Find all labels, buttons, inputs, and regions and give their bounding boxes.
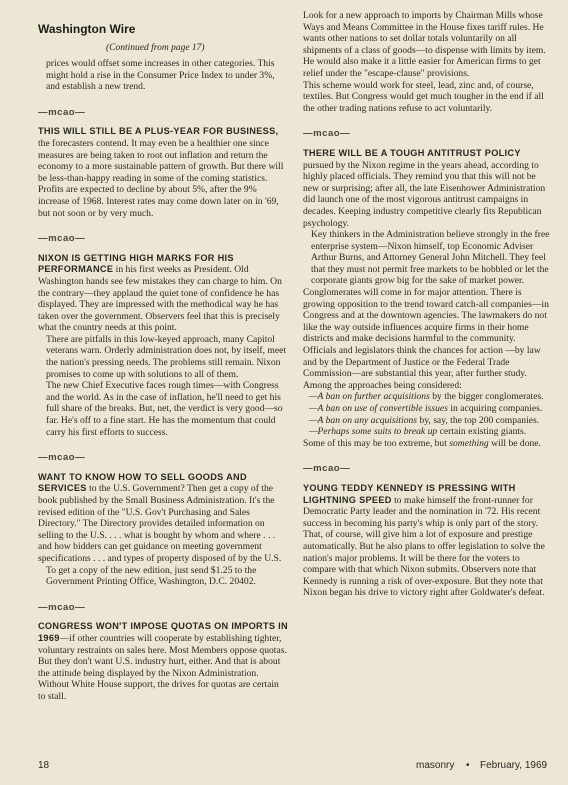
continued-paragraph: prices would offset some increases in other categories. This might hold a rise in the Consumer Price Index to under 3%, and establish a new trend. xyxy=(46,58,275,93)
page-number: 18 xyxy=(38,760,50,771)
right-column xyxy=(303,10,553,599)
headline-sell-goods: WANT TO KNOW HOW TO SELL GOODS AND SERVICES xyxy=(38,471,247,494)
list-item: —A ban on further acquisitions by the bigger conglomerates. xyxy=(309,391,544,403)
footer-bullet: • xyxy=(466,760,470,771)
paragraph: Officials and legislators think the chances for action —by law and by the Department of Justice or the Federal Trade Commission—are substantial this year, after further study. xyxy=(303,345,541,380)
headline-business: THIS WILL STILL BE A PLUS-YEAR FOR BUSINESS, xyxy=(38,126,279,137)
paragraph: Some of this may be too extreme, but something will be done. xyxy=(303,437,541,449)
footer-date: February, 1969 xyxy=(480,760,548,771)
article-business: THIS WILL STILL BE A PLUS-YEAR FOR BUSINESS, the forecasters contend. It may even be a healthier one since measures are being taken to root out inflation and return the economy to a more sustainable pattern of growth. But there will be less-than-happy reading in some of the coming statistics. Profits are expected to decline by about 5%, after the 9% increase of 1968. Interest rates may come down later on in '69, but not soon or by very much. xyxy=(38,126,284,219)
paragraph: This scheme would work for steel, lead, zinc and, of course, textiles. But Congress would get much tougher in the end if all the other trading nations refuse to act voluntarily. xyxy=(303,79,544,114)
divider-logo: —mcao— xyxy=(38,452,86,464)
paragraph: Look for a new approach to imports by Chairman Mills whose Ways and Means Committee in the House fixes tariff rules. He wants other nations to set dollar totals voluntarily on all shipments of a class of goods—to dispense with limits by item. He would also make it a little easier for American firms to get relief under the "escape-clause" provisions. xyxy=(303,10,546,79)
paragraph: Among the approaches being considered: xyxy=(303,379,462,391)
divider-logo: —mcao— xyxy=(38,233,86,245)
article-quotas: CONGRESS WON'T IMPOSE QUOTAS ON IMPORTS IN 1969—if other countries will cooperate by establishing tighter, voluntary restraints on sales here. Most Members oppose quotas. But they don't want U.S. industry hurt, either. And that is about the attitude being displayed by the Nixon Administration. Without White House support, the drives for quotas are certain to stall. xyxy=(38,621,288,702)
left-column xyxy=(38,58,288,703)
article-nixon: NIXON IS GETTING HIGH MARKS FOR HIS PERFORMANCE in his first weeks as President. Old Washington hands see few mistakes they can charge to him. On the contrary—they applaud the quiet tone of confidence he has displayed. They are impressed with the methodical way he has taken over the government. Observers feel that this is precisely what the country needs at this point. xyxy=(38,252,282,334)
paragraph: Key thinkers in the Administration believe strongly in the free enterprise system—Nixon himself, top Economic Adviser Arthur Burns, and Attorney General John Mitchell. They feel that they must not permit free markets to be hobbled or let the corporate giants grow big for the sake of market power. xyxy=(311,229,550,287)
article-kennedy: YOUNG TEDDY KENNEDY IS PRESSING WITH LIGHTNING SPEED to make himself the front-runner for Democratic Party leader and the nomination in '72. His recent success in becoming his party's whip is only part of the story. That, of course, will give him a lot of exposure and prestige automatically. But he also plans to offer legislation to solve the nation's major problems. It will be there for the voters to compare with that which Nixon submits. Observers note that Kennedy is running a risk of over-exposure. But they note that Nixon began his drive to victory right after Goldwater's defeat. xyxy=(303,482,545,599)
paragraph: There are pitfalls in this low-keyed approach, many Capitol veterans warn. Orderly administration does not, by itself, meet the nation's pressing needs. The problems still remain. Nixon promises to come up with solutions to all of them. xyxy=(46,333,287,380)
article-sell-goods: WANT TO KNOW HOW TO SELL GOODS AND SERVICES to the U.S. Government? Then get a copy of the book published by the Small Business Administration. It's the revised edition of the "U.S. Gov't Purchasing and Sales Directory." The Directory provides detailed information on selling to the U.S. . . . what is bought by whom and where . . . and how bidders can get guidance on meeting government specifications . . . and types of property disposed of by the U.S. xyxy=(38,471,282,564)
article-antitrust: THERE WILL BE A TOUGH ANTITRUST POLICY pursued by the Nixon regime in the years ahead, according to highly placed officials. They remind you that this will not be new or surprising; after all, the late Eisenhower Administration did launch one of the most vigorous antitrust campaigns in decades. Keeping industry competitive clearly fits Republican psychology. xyxy=(303,147,546,229)
divider-logo: —mcao— xyxy=(38,106,86,118)
divider-logo: —mcao— xyxy=(303,128,351,140)
headline-nixon: NIXON IS GETTING HIGH MARKS FOR HIS PERFORMANCE xyxy=(38,252,234,275)
footer-magazine: masonry xyxy=(416,760,455,771)
continued-note: (Continued from page 17) xyxy=(106,43,205,53)
paragraph: The new Chief Executive faces rough times—with Congress and the world. As in the case of inflation, he'll need to get his full share of the breaks. But, net, the verdict is very good—so far. He's off to a fine start. He has the momentum that could carry his first efforts to success. xyxy=(46,380,283,438)
list-item: —A ban on any acquisitions by, say, the top 200 companies. xyxy=(309,414,540,426)
list-item: —A ban on use of convertible issues in acquiring companies. xyxy=(309,403,543,414)
divider-logo: —mcao— xyxy=(38,601,86,613)
paragraph: Conglomerates will come in for major attention. There is growing opposition to the trend toward catch-all companies—in Congress and at the downtown agencies. The lawmakers do not like the way outside influences acquire firms in their home districts and make decisions harmful to the community. xyxy=(303,287,549,345)
headline-kennedy: YOUNG TEDDY KENNEDY IS PRESSING WITH LIGHTNING SPEED xyxy=(303,482,516,505)
headline-quotas: CONGRESS WON'T IMPOSE QUOTAS ON IMPORTS IN 1969 xyxy=(38,621,288,643)
divider-logo: —mcao— xyxy=(303,463,351,475)
headline-antitrust: THERE WILL BE A TOUGH ANTITRUST POLICY xyxy=(303,147,521,158)
paragraph: To get a copy of the new edition, just send $1.25 to the Government Printing Office, Washington, D.C. 20402. xyxy=(46,564,257,588)
section-title: Washington Wire xyxy=(38,22,136,36)
list-item: —Perhaps some suits to break up certain existing giants. xyxy=(309,426,527,438)
